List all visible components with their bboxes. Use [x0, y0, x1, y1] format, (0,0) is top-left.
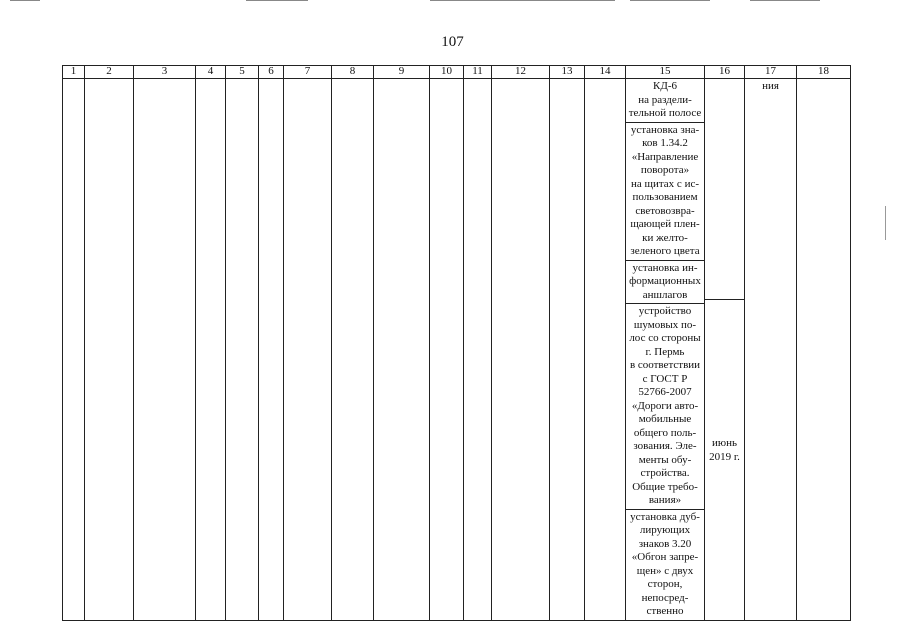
- column-header: 12: [492, 66, 550, 79]
- column-header: 2: [85, 66, 134, 79]
- work-item: устройство шумовых по- лос со стороны г. Пермь в соответствии с ГОСТ Р 52766-2007 «Дороги авто- мобильные общего поль- зования. Эле- менты обу- стройства. Общие требо- вания»: [626, 304, 704, 510]
- table-cell: [430, 79, 464, 621]
- column-header: 11: [464, 66, 492, 79]
- table-cell: [134, 79, 196, 621]
- column-header: 17: [745, 66, 797, 79]
- column-header: 14: [585, 66, 626, 79]
- table-cell: [550, 79, 585, 621]
- table-cell: [585, 79, 626, 621]
- top-edge-line: [430, 0, 615, 1]
- top-edge-line: [246, 0, 308, 1]
- note-cell: [745, 79, 797, 621]
- table-cell: [85, 79, 134, 621]
- column-header: 9: [374, 66, 430, 79]
- deadline-cell: [705, 79, 745, 621]
- deadline-date: июнь 2019 г.: [709, 437, 740, 463]
- work-item: установка дуб- лирующих знаков 3.20 «Обгон запре- щен» с двух сторон, непосред- ственно: [630, 510, 700, 617]
- margin-mark: [885, 206, 886, 240]
- table-cell: [63, 79, 85, 621]
- work-description-cell: [626, 79, 705, 621]
- column-header: 3: [134, 66, 196, 79]
- table-cell: [284, 79, 332, 621]
- header-row: [63, 66, 851, 79]
- table-cell: [464, 79, 492, 621]
- page-number: 107: [441, 34, 464, 50]
- cell-divider: [705, 299, 744, 300]
- column-header: 6: [259, 66, 284, 79]
- work-item: КД-6 на раздели- тельной полосе: [626, 79, 704, 123]
- top-edge-line: [750, 0, 820, 1]
- column-header: 7: [284, 66, 332, 79]
- column-header: 16: [705, 66, 745, 79]
- column-header: 5: [226, 66, 259, 79]
- work-item: установка ин- формационных аншлагов: [626, 261, 704, 305]
- column-header: 1: [63, 66, 85, 79]
- table-cell: [374, 79, 430, 621]
- column-header: 13: [550, 66, 585, 79]
- top-edge-line: [630, 0, 710, 1]
- column-header: 8: [332, 66, 374, 79]
- table-cell: [259, 79, 284, 621]
- column-header: 10: [430, 66, 464, 79]
- table-cell: [797, 79, 851, 621]
- column-header: 15: [626, 66, 705, 79]
- table-row: [63, 79, 851, 621]
- column-header: 18: [797, 66, 851, 79]
- data-table: [62, 65, 851, 621]
- work-item: установка зна- ков 1.34.2 «Направление поворота» на щитах с ис- пользованием световозвра- щающей плен- ки желто- зеленого цвета: [626, 123, 704, 261]
- column-header: 4: [196, 66, 226, 79]
- table-cell: [492, 79, 550, 621]
- table-cell: [226, 79, 259, 621]
- table-cell: [196, 79, 226, 621]
- top-edge-line: [10, 0, 40, 1]
- note-text: ния: [762, 80, 779, 92]
- table-cell: [332, 79, 374, 621]
